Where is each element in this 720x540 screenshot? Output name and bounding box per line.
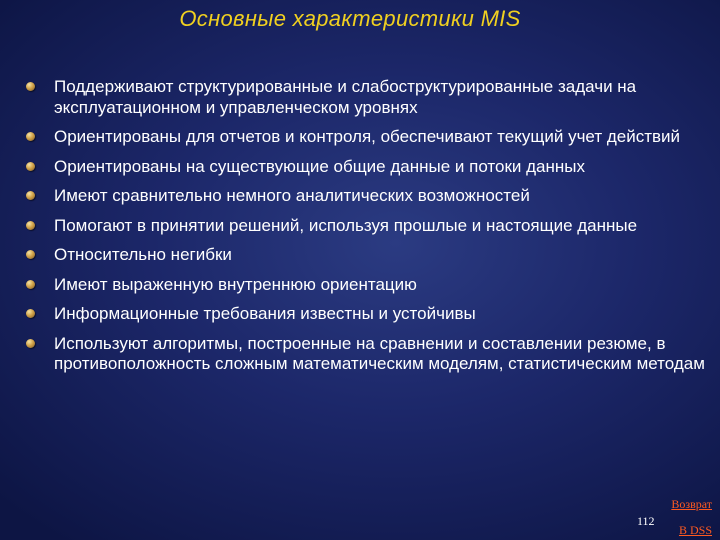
bullet-icon (26, 280, 35, 289)
bullet-text: Поддерживают структурированные и слабоструктурированные задачи на эксплуатационном и управленческом уровнях (54, 77, 637, 117)
page-number: 112 (637, 514, 655, 528)
bullet-text: Имеют сравнительно немного аналитических возможностей (54, 186, 530, 205)
list-item (26, 186, 716, 207)
list-item (26, 77, 716, 118)
bullet-text: Ориентированы для отчетов и контроля, обеспечивают текущий учет действий (54, 127, 681, 146)
slide-title: Основные характеристики MIS (179, 6, 521, 31)
bullet-list (26, 77, 716, 384)
bullet-text: Имеют выраженную внутреннюю ориентацию (54, 274, 417, 294)
list-item (26, 216, 716, 237)
list-item (26, 275, 716, 296)
bullet-text: Помогают в принятии решений, используя прошлые и настоящие данные (54, 215, 638, 235)
list-item (26, 334, 716, 375)
bullet-icon (26, 309, 35, 318)
bullet-icon (26, 339, 35, 348)
dss-link[interactable]: В DSS (678, 523, 712, 537)
back-link[interactable]: Возврат (671, 497, 712, 511)
bullet-icon (26, 82, 35, 91)
bullet-icon (26, 132, 35, 141)
bullet-icon (26, 191, 35, 200)
bullet-icon (26, 162, 35, 171)
bullet-text: Относительно негибки (54, 245, 232, 264)
list-item (26, 245, 716, 266)
bullet-text: Информационные требования известны и устойчивы (54, 304, 476, 323)
bullet-text: Используют алгоритмы, построенные на сравнении и составлении резюме, в противоположность сложным математическим моделям, статистическим методам (54, 333, 705, 373)
bullet-text: Ориентированы на существующие общие данные и потоки данных (54, 156, 585, 176)
list-item (26, 304, 716, 325)
bullet-icon (26, 221, 35, 230)
bullet-icon (26, 250, 35, 259)
list-item (26, 127, 716, 148)
list-item (26, 157, 716, 178)
